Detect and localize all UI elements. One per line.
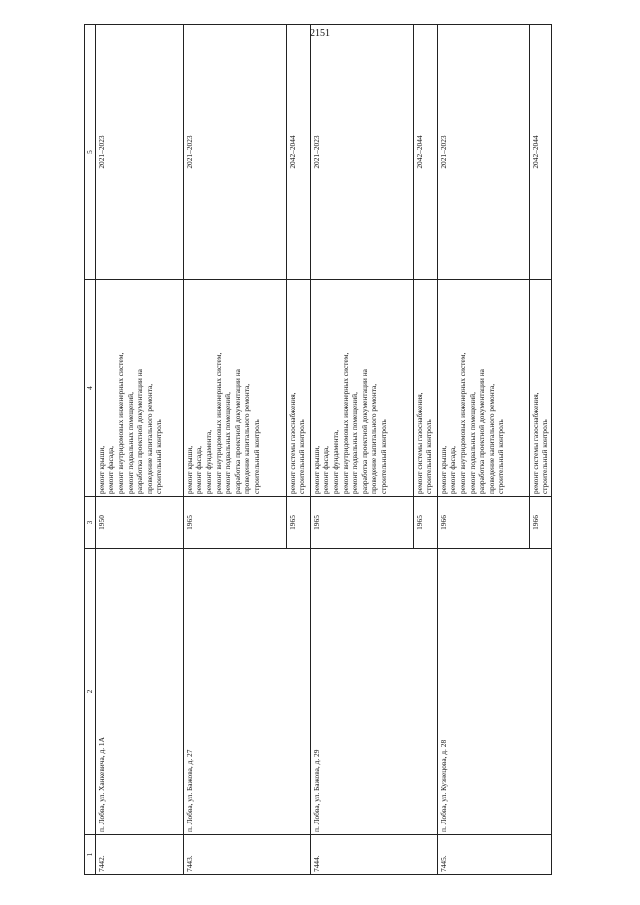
table-row: [183, 25, 286, 875]
row-number: 7444.: [310, 835, 437, 875]
row-number: 7443.: [183, 835, 310, 875]
row-address: п. Лобва, ул. Бажова, д. 27: [183, 549, 310, 835]
row-works: ремонт системы газоснабжения, строительный контроль: [286, 280, 310, 497]
repair-schedule-table: [84, 24, 552, 875]
row-address: п. Лобва, ул. Кузнецова, д. 28: [437, 549, 551, 835]
row-year: 1966: [437, 497, 529, 549]
row-period: 2021–2023: [310, 25, 413, 280]
table-row: [95, 25, 183, 875]
row-year: 1965: [286, 497, 310, 549]
header-col-5: 5: [85, 25, 96, 280]
row-works: ремонт системы газоснабжения, строительный контроль: [413, 280, 437, 497]
row-period: 2021–2023: [183, 25, 286, 280]
header-col-3: 3: [85, 497, 96, 549]
header-col-1: 1: [85, 835, 96, 875]
row-number: 7442.: [95, 835, 183, 875]
header-col-2: 2: [85, 549, 96, 835]
row-year: 1965: [413, 497, 437, 549]
row-year: 1950: [95, 497, 183, 549]
row-works: ремонт крыши, ремонт фасада, ремонт внутридомовых инженерных систем, ремонт подвальных помещений, разработка проектной документации на проведение капитального ремонта, строительный контроль: [95, 280, 183, 497]
header-col-4: 4: [85, 280, 96, 497]
header-row: [85, 25, 96, 875]
row-period: 2042–2044: [413, 25, 437, 280]
row-address: п. Лобва, ул. Бажова, д. 29: [310, 549, 437, 835]
row-address: п. Лобва, ул. Ханкевича, д. 1А: [95, 549, 183, 835]
row-period: 2021–2023: [437, 25, 529, 280]
page-number: 2151: [310, 28, 330, 39]
row-year: 1965: [183, 497, 286, 549]
row-period: 2042–2044: [286, 25, 310, 280]
rotated-table-wrapper: [84, 25, 549, 875]
row-works: ремонт крыши, ремонт фасада, ремонт фундамента, ремонт внутридомовых инженерных систем, ремонт подвальных помещений, разработка проектной документации на проведение капитального ремонта, строительный контроль: [310, 280, 413, 497]
row-works: ремонт крыши, ремонт фасада, ремонт фундамента, ремонт внутридомовых инженерных систем, ремонт подвальных помещений, разработка проектной документации на проведение капитального ремонта, строительный контроль: [183, 280, 286, 497]
row-works: ремонт системы газоснабжения, строительный контроль: [529, 280, 551, 497]
row-number: 7445.: [437, 835, 551, 875]
row-works: ремонт крыши, ремонт фасада, ремонт внутридомовых инженерных систем, ремонт подвальных помещений, разработка проектной документации на проведение капитального ремонта, строительный контроль: [437, 280, 529, 497]
table-row: [310, 25, 413, 875]
table-row: [437, 25, 529, 875]
row-period: 2021–2023: [95, 25, 183, 280]
row-period: 2042–2044: [529, 25, 551, 280]
row-year: 1965: [310, 497, 413, 549]
row-year: 1966: [529, 497, 551, 549]
